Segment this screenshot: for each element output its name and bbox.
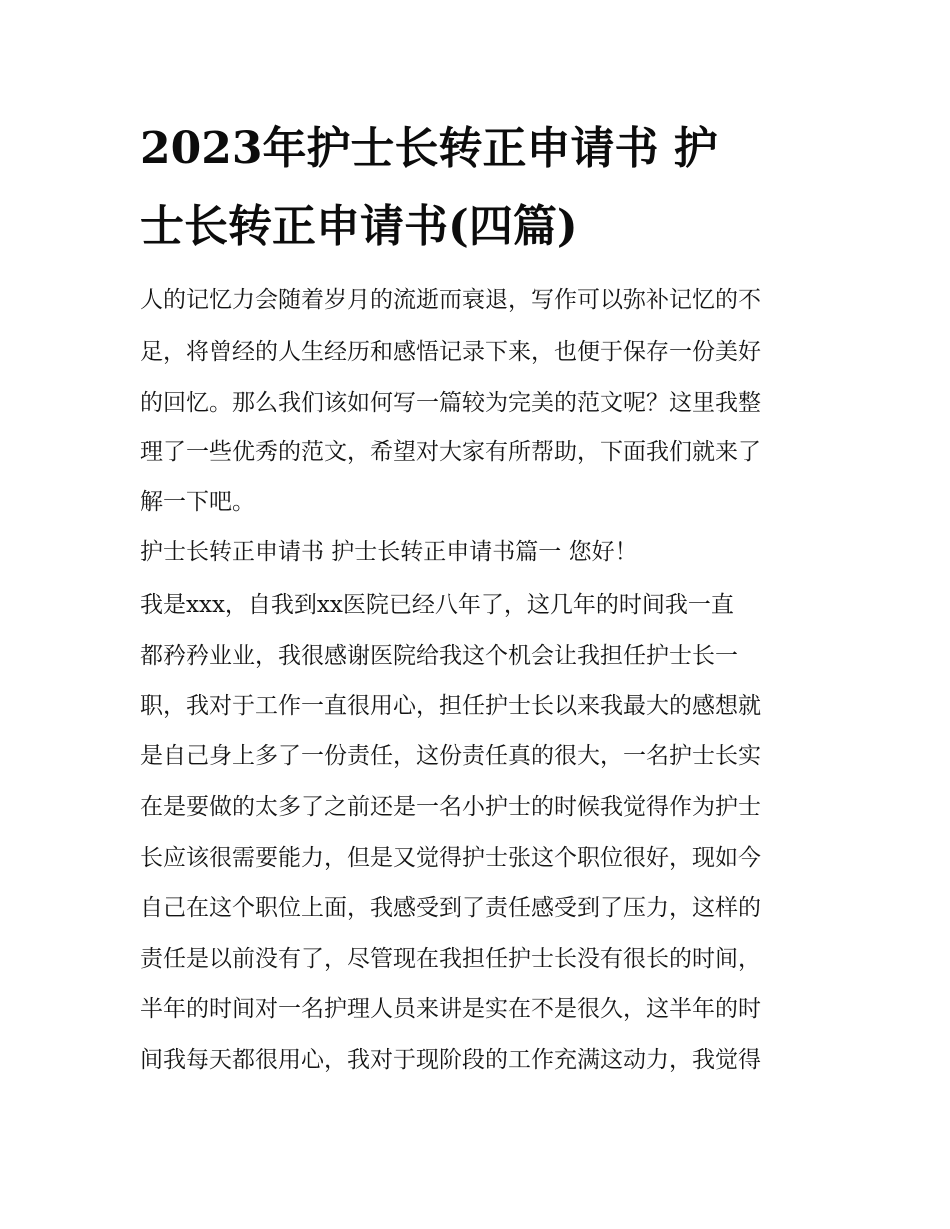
body-line-15: 半年的时间对一名护理人员来讲是实在不是很久，这半年的时	[140, 996, 761, 1022]
body-line-4: 理了一些优秀的范文，希望对大家有所帮助，下面我们就来了	[140, 439, 761, 465]
page-title-line-1: 2023年护士长转正申请书 护	[140, 123, 718, 174]
body-line-1: 人的记忆力会随着岁月的流逝而衰退，写作可以弥补记忆的不	[140, 287, 761, 313]
body-line-7: 我是xxx，自我到xx医院已经八年了，这几年的时间我一直	[140, 592, 734, 618]
body-line-3: 的回忆。那么我们该如何写一篇较为完美的范文呢？这里我整	[140, 390, 761, 416]
body-line-13: 自己在这个职位上面，我感受到了责任感受到了压力，这样的	[140, 895, 761, 921]
body-line-2: 足，将曾经的人生经历和感悟记录下来，也便于保存一份美好	[140, 339, 761, 365]
body-line-6: 护士长转正申请书 护士长转正申请书篇一 您好！	[140, 539, 638, 565]
body-line-10: 是自己身上多了一份责任，这份责任真的很大，一名护士长实	[140, 743, 761, 769]
body-line-8: 都矜矜业业，我很感谢医院给我这个机会让我担任护士长一	[140, 643, 738, 669]
page-title-line-2: 士长转正申请书(四篇)	[140, 201, 578, 252]
body-line-16: 间我每天都很用心，我对于现阶段的工作充满这动力，我觉得	[140, 1047, 761, 1073]
body-line-12: 长应该很需要能力，但是又觉得护士张这个职位很好，现如今	[140, 845, 761, 871]
body-line-11: 在是要做的太多了之前还是一名小护士的时候我觉得作为护士	[140, 794, 761, 820]
body-line-5: 解一下吧。	[140, 489, 255, 515]
body-line-9: 职，我对于工作一直很用心，担任护士长以来我最大的感想就	[140, 693, 761, 719]
body-line-14: 责任是以前没有了，尽管现在我担任护士长没有很长的时间，	[140, 946, 761, 972]
